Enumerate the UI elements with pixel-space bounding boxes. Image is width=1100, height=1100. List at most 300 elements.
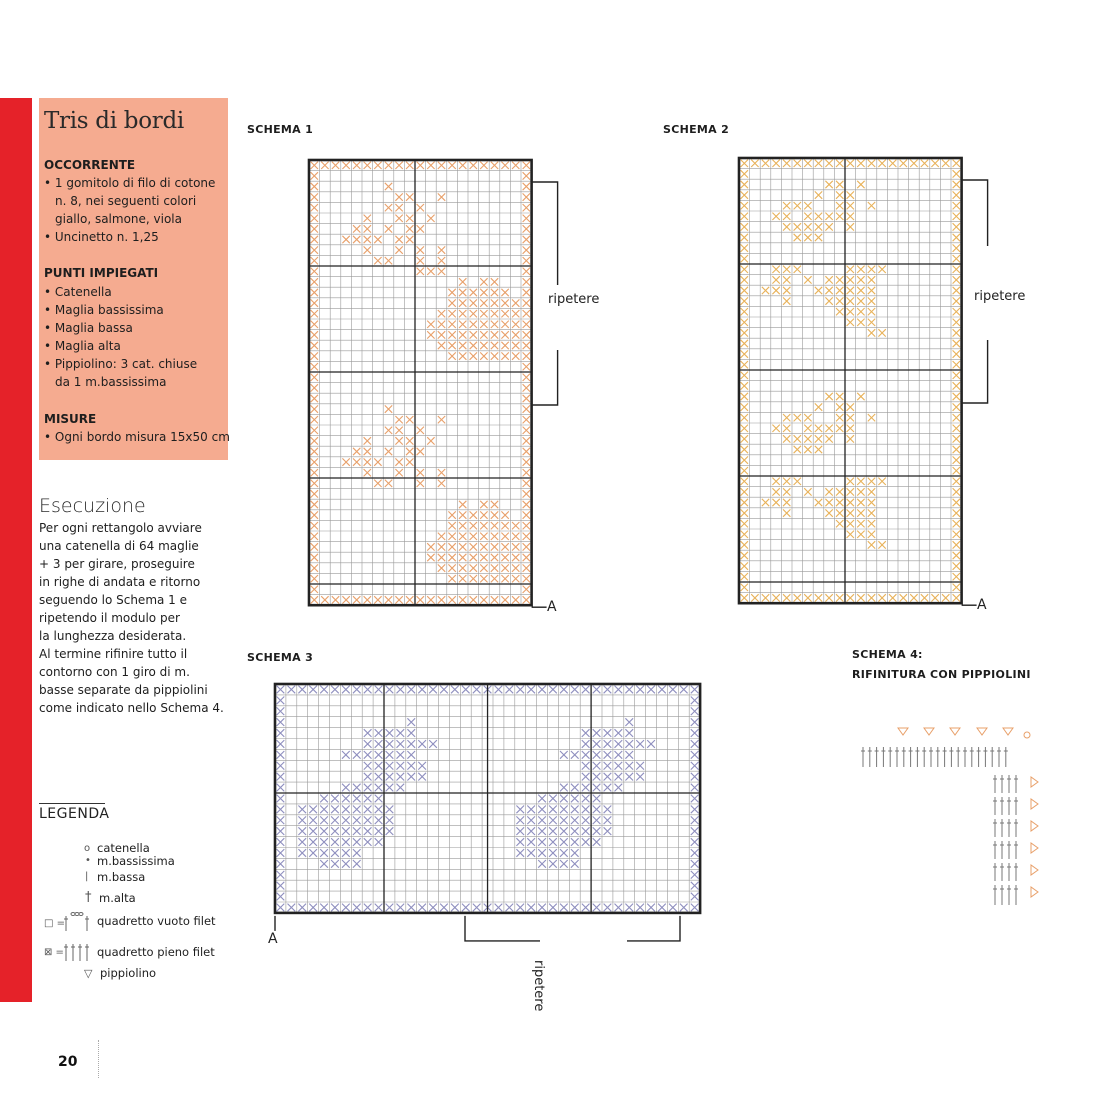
filled-cell — [868, 414, 875, 421]
filled-cell — [406, 416, 413, 423]
filled-cell — [386, 816, 394, 824]
filled-square-symbol-icon: ⊠ = — [44, 947, 64, 958]
filled-cell — [669, 904, 677, 912]
filled-cell — [741, 308, 748, 315]
filled-cell — [342, 838, 350, 846]
filled-cell — [571, 849, 579, 857]
filled-cell — [783, 414, 790, 421]
filled-cell — [491, 289, 498, 296]
filled-cell — [418, 686, 426, 694]
filled-cell — [604, 827, 612, 835]
filled-cell — [691, 784, 699, 792]
filled-cell — [836, 308, 843, 315]
filled-cell — [353, 827, 361, 835]
filled-cell — [593, 751, 601, 759]
filled-cell — [523, 522, 530, 529]
filled-cell — [772, 276, 779, 283]
filled-cell — [277, 893, 285, 901]
filled-cell — [836, 499, 843, 506]
filled-cell — [470, 596, 477, 603]
filled-cell — [470, 342, 477, 349]
filled-cell — [900, 594, 907, 601]
filled-cell — [385, 427, 392, 434]
filled-cell — [825, 594, 832, 601]
filled-cell — [309, 806, 317, 814]
filled-cell — [953, 287, 960, 294]
filled-cell — [491, 564, 498, 571]
filled-cell — [762, 160, 769, 167]
picot-mark — [1003, 728, 1013, 735]
filled-cell — [364, 762, 372, 770]
filled-cell — [523, 405, 530, 412]
filled-cell — [857, 531, 864, 538]
filled-cell — [353, 225, 360, 232]
red-side-bar — [0, 98, 32, 1002]
filled-cell — [407, 718, 415, 726]
filled-cell — [615, 773, 623, 781]
esecuzione-line: come indicato nello Schema 4. — [39, 701, 224, 715]
filled-cell — [512, 564, 519, 571]
filled-cell — [385, 204, 392, 211]
filled-cell — [364, 448, 371, 455]
filled-cell — [480, 522, 487, 529]
filled-cell — [331, 686, 339, 694]
filled-cell — [794, 478, 801, 485]
filled-cell — [311, 363, 318, 370]
filled-cell — [804, 446, 811, 453]
filled-cell — [473, 904, 481, 912]
filled-cell — [406, 458, 413, 465]
filled-cell — [604, 751, 612, 759]
filled-cell — [593, 806, 601, 814]
legenda-item: quadretto vuoto filet — [97, 914, 216, 928]
filled-cell — [825, 435, 832, 442]
filled-cell — [636, 762, 644, 770]
filled-cell — [604, 784, 612, 792]
filled-cell — [549, 816, 557, 824]
filled-cell — [691, 751, 699, 759]
ripetere-bracket — [962, 340, 988, 403]
filled-cell — [395, 596, 402, 603]
filled-cell — [571, 751, 579, 759]
filled-cell — [353, 236, 360, 243]
filled-cell — [857, 181, 864, 188]
filled-cell — [523, 204, 530, 211]
filled-cell — [625, 904, 633, 912]
filled-cell — [593, 795, 601, 803]
filled-cell — [417, 268, 424, 275]
filled-cell — [353, 816, 361, 824]
filled-cell — [523, 225, 530, 232]
filled-cell — [311, 342, 318, 349]
filled-cell — [395, 204, 402, 211]
filled-cell — [847, 319, 854, 326]
filled-cell — [636, 686, 644, 694]
filled-cell — [857, 509, 864, 516]
filled-cell — [470, 162, 477, 169]
filled-cell — [615, 751, 623, 759]
filled-cell — [582, 904, 590, 912]
filled-cell — [480, 564, 487, 571]
filled-cell — [741, 382, 748, 389]
filled-cell — [438, 268, 445, 275]
filled-cell — [342, 784, 350, 792]
filled-cell — [762, 287, 769, 294]
filled-cell — [625, 773, 633, 781]
filled-cell — [953, 319, 960, 326]
filled-cell — [364, 806, 372, 814]
filled-cell — [470, 289, 477, 296]
filled-cell — [470, 543, 477, 550]
schema-3-label: SCHEMA 3 — [247, 651, 314, 664]
filled-cell — [320, 849, 328, 857]
esecuzione-line: ripetendo il modulo per — [39, 611, 180, 625]
filled-cell — [836, 414, 843, 421]
filled-cell — [364, 816, 372, 824]
filled-cell — [480, 511, 487, 518]
filled-cell — [836, 213, 843, 220]
filled-cell — [406, 236, 413, 243]
filled-cell — [311, 575, 318, 582]
filled-cell — [794, 594, 801, 601]
filled-cell — [427, 321, 434, 328]
filled-cell — [495, 686, 503, 694]
filled-cell — [438, 246, 445, 253]
filled-cell — [593, 784, 601, 792]
filled-cell — [804, 213, 811, 220]
filled-cell — [741, 191, 748, 198]
filled-cell — [571, 686, 579, 694]
filled-cell — [480, 543, 487, 550]
filled-cell — [385, 448, 392, 455]
occorrente-line: • Uncinetto n. 1,25 — [44, 230, 159, 244]
filled-cell — [480, 162, 487, 169]
pippiolino-symbol-icon: ▽ — [84, 967, 93, 980]
filled-cell — [560, 860, 568, 868]
filled-cell — [320, 860, 328, 868]
ripetere-bracket — [465, 916, 540, 941]
legenda-item: m.bassissima — [97, 854, 175, 868]
filled-cell — [480, 278, 487, 285]
filled-cell — [741, 446, 748, 453]
filled-cell — [680, 904, 688, 912]
filled-cell — [523, 564, 530, 571]
filled-cell — [741, 297, 748, 304]
filled-cell — [407, 762, 415, 770]
filled-cell — [691, 806, 699, 814]
filled-cell — [418, 904, 426, 912]
filled-cell — [417, 480, 424, 487]
filled-cell — [825, 425, 832, 432]
ripetere-bracket — [532, 182, 558, 285]
filled-cell — [386, 751, 394, 759]
filled-cell — [953, 234, 960, 241]
filled-cell — [353, 596, 360, 603]
filled-cell — [364, 773, 372, 781]
filled-cell — [815, 403, 822, 410]
filled-cell — [397, 729, 405, 737]
punti-line: • Maglia bassa — [44, 321, 133, 335]
filled-cell — [836, 297, 843, 304]
filled-cell — [311, 480, 318, 487]
filled-cell — [288, 904, 296, 912]
filled-cell — [741, 372, 748, 379]
filled-cell — [847, 160, 854, 167]
filled-cell — [407, 729, 415, 737]
filled-cell — [691, 686, 699, 694]
filled-cell — [491, 554, 498, 561]
filled-cell — [815, 234, 822, 241]
filled-cell — [501, 511, 508, 518]
filled-cell — [804, 276, 811, 283]
filled-cell — [448, 289, 455, 296]
filled-cell — [311, 511, 318, 518]
filled-cell — [407, 773, 415, 781]
esecuzione-line: una catenella di 64 maglie — [39, 539, 199, 553]
filled-cell — [406, 437, 413, 444]
filled-cell — [311, 352, 318, 359]
filled-cell — [868, 509, 875, 516]
ripetere-bracket — [962, 180, 988, 246]
filled-cell — [772, 499, 779, 506]
filled-cell — [395, 215, 402, 222]
filled-cell — [741, 393, 748, 400]
filled-cell — [868, 329, 875, 336]
filled-cell — [741, 552, 748, 559]
filled-cell — [825, 213, 832, 220]
filled-cell — [910, 594, 917, 601]
punti-line: da 1 m.bassissima — [55, 375, 167, 389]
filled-cell — [512, 522, 519, 529]
filled-cell — [523, 331, 530, 338]
filled-cell — [353, 784, 361, 792]
filled-cell — [953, 244, 960, 251]
info-box — [39, 98, 228, 460]
filled-cell — [395, 416, 402, 423]
filled-cell — [353, 458, 360, 465]
m-alta-symbol-icon: † — [85, 890, 92, 905]
filled-cell — [691, 707, 699, 715]
filled-cell — [321, 596, 328, 603]
filled-cell — [448, 564, 455, 571]
filled-cell — [604, 904, 612, 912]
filled-cell — [953, 361, 960, 368]
filled-cell — [523, 416, 530, 423]
filled-cell — [311, 321, 318, 328]
filled-cell — [395, 458, 402, 465]
filled-cell — [459, 352, 466, 359]
filled-cell — [953, 372, 960, 379]
filled-cell — [772, 266, 779, 273]
filled-cell — [527, 806, 535, 814]
filled-cell — [868, 287, 875, 294]
filled-cell — [741, 170, 748, 177]
filled-cell — [794, 223, 801, 230]
filled-cell — [309, 827, 317, 835]
filled-cell — [836, 520, 843, 527]
esecuzione-line: contorno con 1 giro di m. — [39, 665, 190, 679]
filled-cell — [815, 594, 822, 601]
filled-cell — [523, 172, 530, 179]
filled-cell — [604, 816, 612, 824]
filled-cell — [440, 904, 448, 912]
filled-cell — [741, 202, 748, 209]
filled-cell — [953, 393, 960, 400]
filled-cell — [549, 686, 557, 694]
filled-cell — [857, 287, 864, 294]
filled-cell — [691, 904, 699, 912]
filled-cell — [516, 806, 524, 814]
filled-cell — [815, 213, 822, 220]
filled-cell — [953, 223, 960, 230]
filled-cell — [741, 456, 748, 463]
filled-cell — [311, 405, 318, 412]
filled-cell — [582, 795, 590, 803]
filled-cell — [847, 266, 854, 273]
filled-cell — [931, 594, 938, 601]
filled-cell — [491, 321, 498, 328]
filled-cell — [311, 596, 318, 603]
filled-cell — [741, 425, 748, 432]
filled-cell — [353, 751, 361, 759]
filled-cell — [741, 573, 748, 580]
filled-cell — [669, 686, 677, 694]
filled-cell — [783, 297, 790, 304]
filled-cell — [491, 278, 498, 285]
filled-cell — [470, 575, 477, 582]
filled-cell — [847, 297, 854, 304]
legenda-item: catenella — [97, 841, 150, 855]
filled-cell — [825, 276, 832, 283]
filled-cell — [311, 522, 318, 529]
filled-cell — [847, 509, 854, 516]
filled-cell — [395, 162, 402, 169]
filled-cell — [593, 838, 601, 846]
filled-cell — [459, 522, 466, 529]
filled-cell — [523, 395, 530, 402]
filled-cell — [825, 488, 832, 495]
filled-cell — [804, 160, 811, 167]
filled-cell — [868, 266, 875, 273]
filled-cell — [311, 501, 318, 508]
filled-cell — [320, 795, 328, 803]
filled-cell — [353, 838, 361, 846]
schema-2-label: SCHEMA 2 — [663, 123, 730, 136]
filled-cell — [451, 904, 459, 912]
filled-cell — [397, 773, 405, 781]
filled-cell — [741, 213, 748, 220]
filled-cell — [953, 191, 960, 198]
occorrente-line: • 1 gomitolo di filo di cotone — [44, 176, 216, 190]
filled-cell — [538, 860, 546, 868]
filled-cell — [741, 244, 748, 251]
filled-cell — [741, 287, 748, 294]
filled-cell — [582, 773, 590, 781]
page-separator — [98, 1040, 99, 1078]
filled-cell — [516, 827, 524, 835]
filled-cell — [375, 806, 383, 814]
filled-cell — [625, 686, 633, 694]
filled-cell — [741, 520, 748, 527]
schema-2-start-label: A — [977, 597, 987, 613]
schema-1-chart — [300, 150, 600, 620]
filled-cell — [309, 686, 317, 694]
filled-cell — [593, 904, 601, 912]
filled-cell — [311, 193, 318, 200]
filled-cell — [480, 533, 487, 540]
filled-cell — [549, 838, 557, 846]
filled-cell — [523, 342, 530, 349]
filled-cell — [501, 289, 508, 296]
filled-cell — [953, 573, 960, 580]
filled-cell — [523, 596, 530, 603]
filled-cell — [868, 541, 875, 548]
filled-cell — [625, 729, 633, 737]
filled-cell — [953, 478, 960, 485]
filled-cell — [512, 533, 519, 540]
filled-cell — [374, 458, 381, 465]
filled-cell — [459, 342, 466, 349]
filled-cell — [560, 816, 568, 824]
filled-cell — [680, 686, 688, 694]
legenda-item: m.alta — [99, 891, 136, 905]
filled-cell — [277, 773, 285, 781]
esecuzione-line: la lunghezza desiderata. — [39, 629, 187, 643]
filled-cell — [429, 686, 437, 694]
filled-cell — [582, 729, 590, 737]
filled-cell — [857, 308, 864, 315]
filled-cell — [847, 191, 854, 198]
filled-cell — [277, 707, 285, 715]
filled-cell — [331, 816, 339, 824]
filled-cell — [868, 499, 875, 506]
esecuzione-line: basse separate da pippiolini — [39, 683, 208, 697]
filled-cell — [311, 236, 318, 243]
filled-cell — [523, 374, 530, 381]
filled-cell — [480, 575, 487, 582]
filled-cell — [342, 860, 350, 868]
filled-cell — [417, 469, 424, 476]
filled-cell — [480, 352, 487, 359]
filled-cell — [332, 162, 339, 169]
schema-1-label: SCHEMA 1 — [247, 123, 314, 136]
filled-cell — [549, 795, 557, 803]
filled-cell — [385, 162, 392, 169]
filled-cell — [868, 308, 875, 315]
filled-cell — [900, 160, 907, 167]
filled-cell — [277, 860, 285, 868]
filled-cell — [501, 321, 508, 328]
schema-4-sublabel: RIFINITURA CON PIPPIOLINI — [852, 668, 1031, 681]
filled-cell — [448, 575, 455, 582]
filled-cell — [691, 838, 699, 846]
filled-cell — [538, 904, 546, 912]
filled-cell — [741, 329, 748, 336]
filled-cell — [741, 478, 748, 485]
filled-cell — [847, 478, 854, 485]
filled-cell — [311, 564, 318, 571]
filled-cell — [868, 594, 875, 601]
filled-cell — [953, 181, 960, 188]
filled-cell — [491, 511, 498, 518]
filled-cell — [427, 331, 434, 338]
filled-cell — [386, 904, 394, 912]
filled-cell — [942, 594, 949, 601]
filled-cell — [512, 331, 519, 338]
filled-cell — [491, 299, 498, 306]
filled-cell — [741, 340, 748, 347]
filled-cell — [815, 435, 822, 442]
